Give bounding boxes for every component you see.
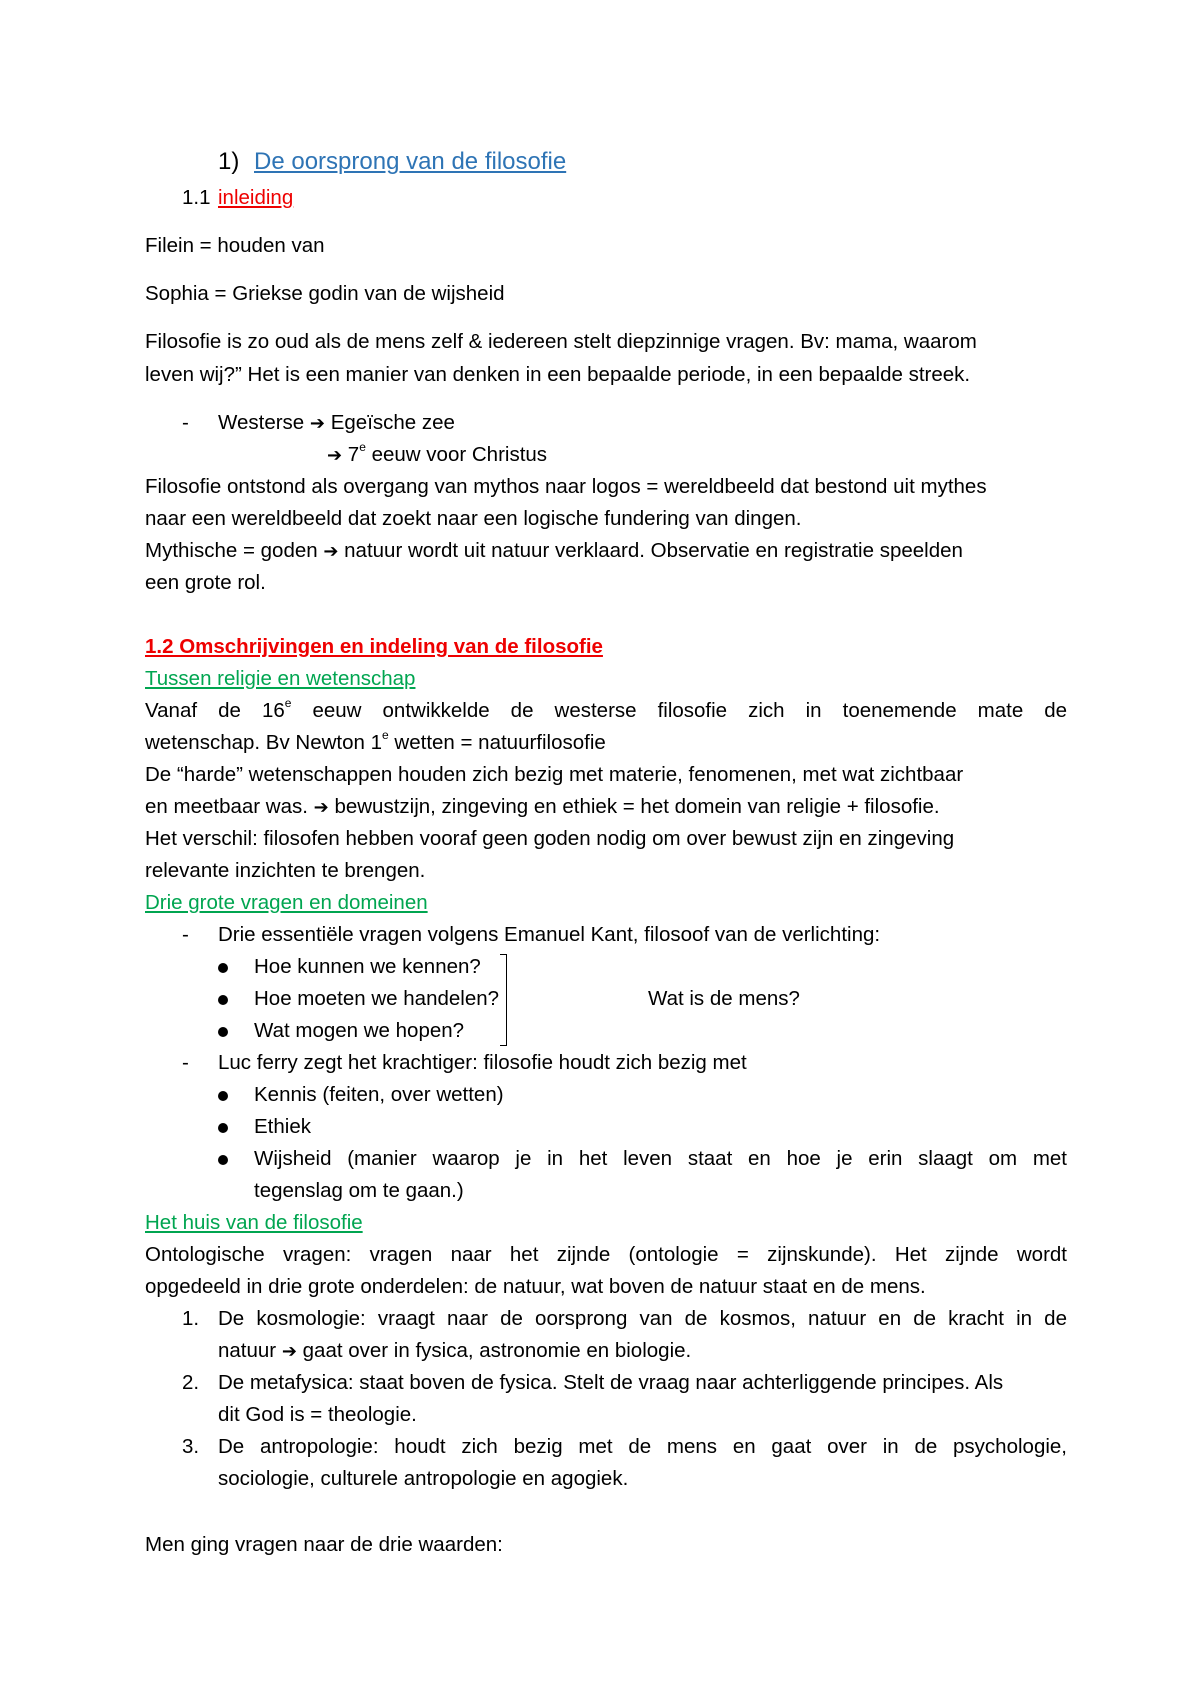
- paragraph-meetbaar-line: en meetbaar was. ➔ bewustzijn, zingeving en ethiek = het domein van religie + filosofie.: [145, 795, 940, 818]
- heading-drie-vragen: Drie grote vragen en domeinen: [145, 891, 428, 914]
- arrow-icon: ➔: [281, 1341, 297, 1361]
- section-1-1-number: 1.1: [182, 186, 211, 209]
- list-dash: -: [182, 1051, 189, 1074]
- arrow-icon: ➔: [309, 413, 326, 433]
- list-item-kosmologie-line-2: natuur ➔ gaat over in fysica, astronomie en biologie.: [218, 1339, 692, 1362]
- paragraph-verschil-line-2: relevante inzichten te brengen.: [145, 859, 426, 882]
- heading-huis-filosofie: Het huis van de filosofie: [145, 1211, 363, 1234]
- list-item-antropologie-line-1: De antropologie: houdt zich bezig met de mens en gaat over in de psychologie,: [218, 1435, 1067, 1458]
- ferry-item-kennis: Kennis (feiten, over wetten): [254, 1083, 504, 1106]
- bullet-icon: [218, 954, 228, 980]
- paragraph-vanaf-line-2: wetenschap. Bv Newton 1e wetten = natuurfilosofie: [145, 728, 606, 754]
- list-number: 3.: [182, 1435, 200, 1458]
- page-title: De oorsprong van de filosofie: [254, 148, 567, 175]
- westerse-line-2: [327, 442, 547, 468]
- paragraph-mythische-line-2: een grote rol.: [145, 571, 266, 594]
- kant-question-2: Hoe moeten we handelen?: [254, 987, 500, 1010]
- bullet-icon: [218, 1018, 228, 1044]
- list-dash: -: [182, 411, 189, 434]
- list-item-antropologie-line-2: sociologie, culturele antropologie en agogiek.: [218, 1467, 629, 1490]
- arrow-icon: ➔: [323, 541, 339, 561]
- paragraph-drie-waarden: Men ging vragen naar de drie waarden:: [145, 1533, 503, 1556]
- section-1-2-heading: 1.2 Omschrijvingen en indeling van de filosofie: [145, 635, 603, 658]
- bracket-line: [500, 954, 507, 1046]
- title-number: 1): [218, 148, 240, 175]
- westerse-line: [218, 410, 455, 436]
- list-dash: -: [182, 923, 189, 946]
- kant-question-3: Wat mogen we hopen?: [254, 1019, 465, 1042]
- section-1-1-heading: inleiding: [218, 186, 294, 209]
- arrow-icon: ➔: [327, 445, 343, 465]
- list-item-metafysica-line-1: De metafysica: staat boven de fysica. Stelt de vraag naar achterliggende principes. Als: [218, 1371, 1004, 1394]
- paragraph-ontstond-line-1: Filosofie ontstond als overgang van mythos naar logos = wereldbeeld dat bestond uit mythes: [145, 475, 987, 498]
- ferry-item-wijsheid-line-1: Wijsheid (manier waarop je in het leven staat en hoe je erin slaagt om met: [254, 1147, 1067, 1170]
- bullet-icon: [218, 1146, 228, 1172]
- heading-religie-wetenschap: Tussen religie en wetenschap: [145, 667, 416, 690]
- paragraph-vanaf-line-1: Vanaf de 16e eeuw ontwikkelde de westerse filosofie zich in toenemende mate de: [145, 696, 1068, 722]
- kant-side-question: Wat is de mens?: [648, 987, 800, 1010]
- list-item-kosmologie-line-1: De kosmologie: vraagt naar de oorsprong van de kosmos, natuur en de kracht in de: [218, 1307, 1067, 1330]
- paragraph-filosofie-line-2: leven wij?” Het is een manier van denken in een bepaalde periode, in een bepaalde streek.: [145, 363, 971, 386]
- arrow-icon: ➔: [313, 797, 329, 817]
- list-item-metafysica-line-2: dit God is = theologie.: [218, 1403, 417, 1426]
- westerse-value-2-text: eeuw voor Christus: [365, 443, 548, 466]
- bullet-icon: [218, 1114, 228, 1140]
- list-number: 1.: [182, 1307, 200, 1330]
- kant-question-1: Hoe kunnen we kennen?: [254, 955, 481, 978]
- paragraph-filein: Filein = houden van: [145, 234, 325, 257]
- paragraph-harde-line: De “harde” wetenschappen houden zich bezig met materie, fenomenen, met wat zichtbaar: [145, 763, 964, 786]
- list-number: 2.: [182, 1371, 200, 1394]
- mythische-text: natuur wordt uit natuur verklaard. Observatie en registratie speelden: [344, 539, 963, 562]
- paragraph-ontstond-line-2: naar een wereldbeeld dat zoekt naar een logische fundering van dingen.: [145, 507, 802, 530]
- paragraph-mythische-line: [145, 538, 963, 564]
- kant-intro: Drie essentiële vragen volgens Emanuel Kant, filosoof van de verlichting:: [218, 923, 881, 946]
- paragraph-ontologisch-line-1: Ontologische vragen: vragen naar het zijnde (ontologie = zijnskunde). Het zijnde wordt: [145, 1243, 1067, 1266]
- paragraph-sophia: Sophia = Griekse godin van de wijsheid: [145, 282, 505, 305]
- bullet-icon: [218, 1082, 228, 1108]
- westerse-value-2-number: 7: [347, 443, 360, 466]
- paragraph-ontologisch-line-2: opgedeeld in drie grote onderdelen: de natuur, wat boven de natuur staat en de mens.: [145, 1275, 926, 1298]
- paragraph-filosofie-line-1: Filosofie is zo oud als de mens zelf & iedereen stelt diepzinnige vragen. Bv: mama, waarom: [145, 330, 977, 353]
- mythische-label: Mythische = goden: [145, 539, 318, 562]
- westerse-value-1: Egeïsche zee: [330, 411, 455, 434]
- westerse-label: Westerse: [218, 411, 305, 434]
- westerse-value-2-sup: e: [359, 440, 366, 455]
- ferry-intro: Luc ferry zegt het krachtiger: filosofie houdt zich bezig met: [218, 1051, 747, 1074]
- ferry-item-wijsheid-line-2: tegenslag om te gaan.): [254, 1179, 464, 1202]
- bullet-icon: [218, 986, 228, 1012]
- ferry-item-ethiek: Ethiek: [254, 1115, 311, 1138]
- paragraph-verschil-line-1: Het verschil: filosofen hebben vooraf geen goden nodig om over bewust zijn en zingeving: [145, 827, 955, 850]
